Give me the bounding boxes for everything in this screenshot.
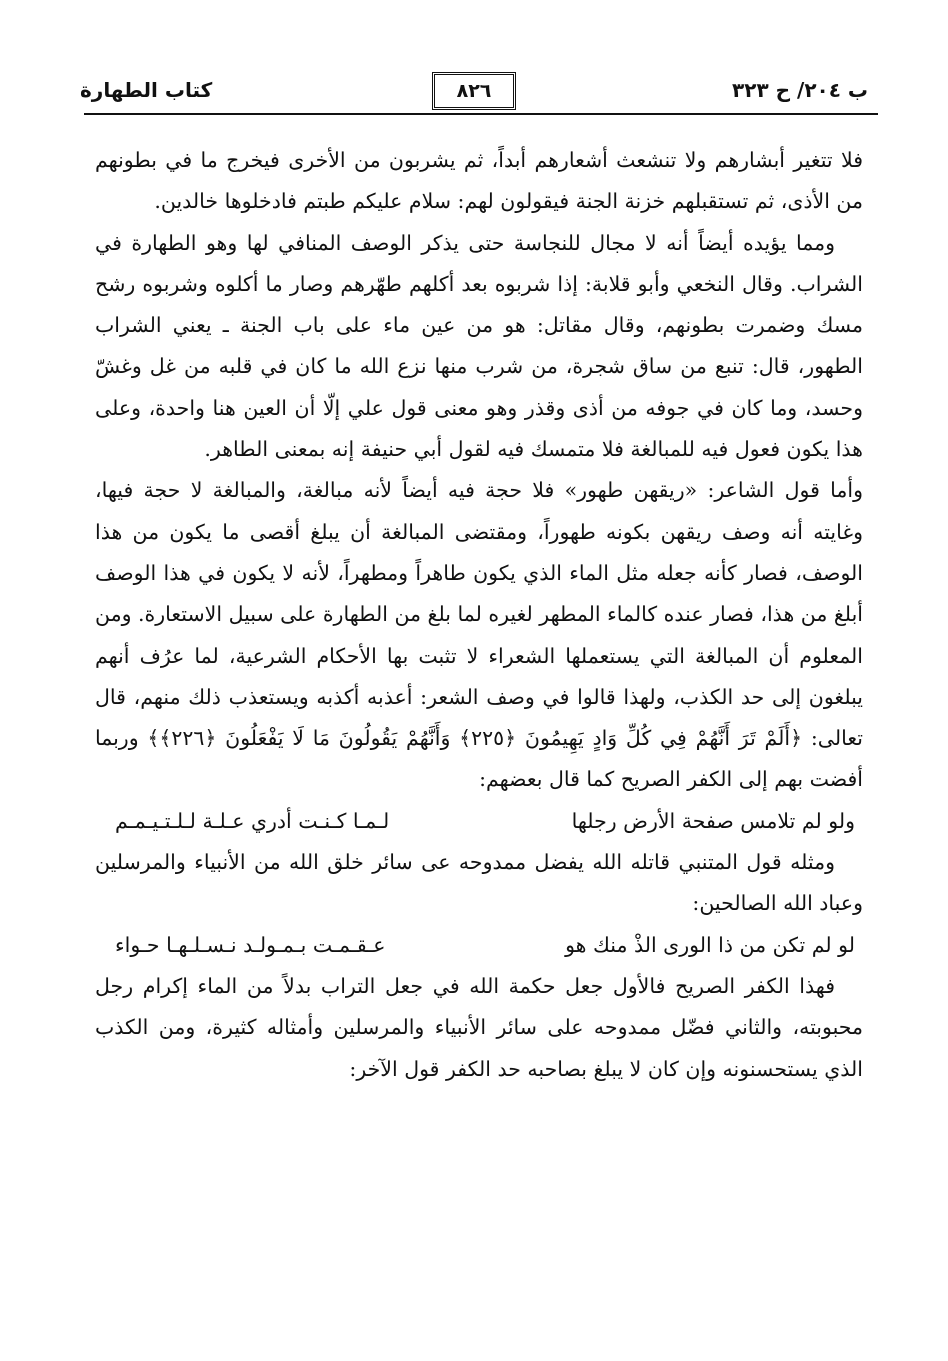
poem-verse-1 bbox=[95, 801, 863, 842]
header-rule bbox=[84, 113, 878, 115]
poem-verse-2 bbox=[95, 925, 863, 966]
verse-1-second-hemistich: لـمـا كـنـت أدري عـلـة لـلـتـيـمـم bbox=[115, 808, 390, 833]
page-header bbox=[70, 72, 878, 114]
page-body bbox=[95, 140, 863, 1090]
paragraph-3-end: وربما أفضت بهم إلى الكفر الصريح كما قال بعضهم: bbox=[95, 726, 863, 792]
paragraph-4: ومثله قول المتنبي قاتله الله يفضل ممدوحه عى سائر خلق الله من الأنبياء والمرسلين وعباد الله الصالحين: bbox=[95, 850, 863, 916]
paragraph-2: ومما يؤيده أيضاً أنه لا مجال للنجاسة حتى يذكر الوصف المنافي لها وهو الطهارة في الشراب. وقال النخعي وأبو قلابة: إذا شربوه بعد أكلهم طهّرهم وصار ما أكلوه وشربوه رشح مسك وضمرت بطونهم، وقال مقاتل: هو من عين ماء على باب الجنة ـ يعني الشراب الطهور، قال: تنبع من ساق شجرة، من شرب منها نزع الله ما كان في قلبه من غل وغشّ وحسد، وما كان في جوفه من أذى وقذر وهو معنى قول علي إلّا أن العين هنا واحدة، وعلى هذا يكون فعول فيه للمبالغة فلا متمسك فيه لقول أبي حنيفة إنه بمعنى الطاهر. bbox=[95, 230, 863, 462]
paragraph-3 bbox=[95, 470, 863, 800]
paragraph-3-text: وأما قول الشاعر: «ريقهن طهور» فلا حجة فيه أيضاً لأنه مبالغة، والمبالغة لا حجة فيها، وغايته أنه وصف ريقهن بكونه طهوراً، ومقتضى المبالغة أن يبلغ أقصى ما يكون من هذا الوصف، فصار كأنه جعله مثل الماء الذي يكون طاهراً ومطهراً، لأنه لا يكون في هذا الوصف أبلغ من هذا، فصار عنده كالماء المطهر لغيره لما بلغ من الطهارة على سبيل الاستعارة. ومن المعلوم أن المبالغة التي يستعملها الشعراء لا تثبت بها الأحكام الشرعية، لما عرُف أنهم يبلغون إلى حد الكذب، ولهذا قالوا في وصف الشعر: أعذبه أكذبه ويستعذب ذلك منهم، قال تعالى: bbox=[95, 478, 863, 751]
volume-reference: ب ٢٠٤/ ح ٣٢٣ bbox=[732, 78, 868, 102]
quran-verse: ﴿أَلَمْ تَرَ أَنَّهُمْ فِي كُلِّ وَادٍ يَهِيمُونَ ﴿٢٢٥﴾ وَأَنَّهُمْ يَقُولُونَ مَا لَا يَفْعَلُونَ ﴿٢٢٦﴾﴾ bbox=[147, 726, 803, 751]
paragraph-1: فلا تتغير أبشارهم ولا تنشعث أشعارهم أبداً، ثم يشربون من الأخرى فيخرج ما في بطونهم من الأذى، ثم تستقبلهم خزنة الجنة فيقولون لهم: سلام عليكم طبتم فادخلوها خالدين. bbox=[95, 148, 863, 214]
verse-2-first-hemistich: لو لم تكن من ذا الورى الذْ منك هو bbox=[565, 932, 855, 957]
paragraph-5: فهذا الكفر الصريح فالأول جعل حكمة الله في جعل التراب بدلاً من الماء إكرام رجل محبوبته، والثاني فضّل ممدوحه على سائر الأنبياء والمرسلين وأمثاله كثيرة، ومن الكذب الذي يستحسنونه وإن كان لا يبلغ بصاحبه حد الكفر قول الآخر: bbox=[95, 973, 863, 1081]
verse-2-second-hemistich: عـقـمـت بـمـولـد نـسـلـهـا حـواء bbox=[115, 932, 386, 957]
book-title: كتاب الطهارة bbox=[80, 78, 213, 102]
verse-1-first-hemistich: ولو لم تلامس صفحة الأرض رجلها bbox=[571, 808, 855, 833]
page-number: ٨٢٦ bbox=[432, 72, 516, 110]
